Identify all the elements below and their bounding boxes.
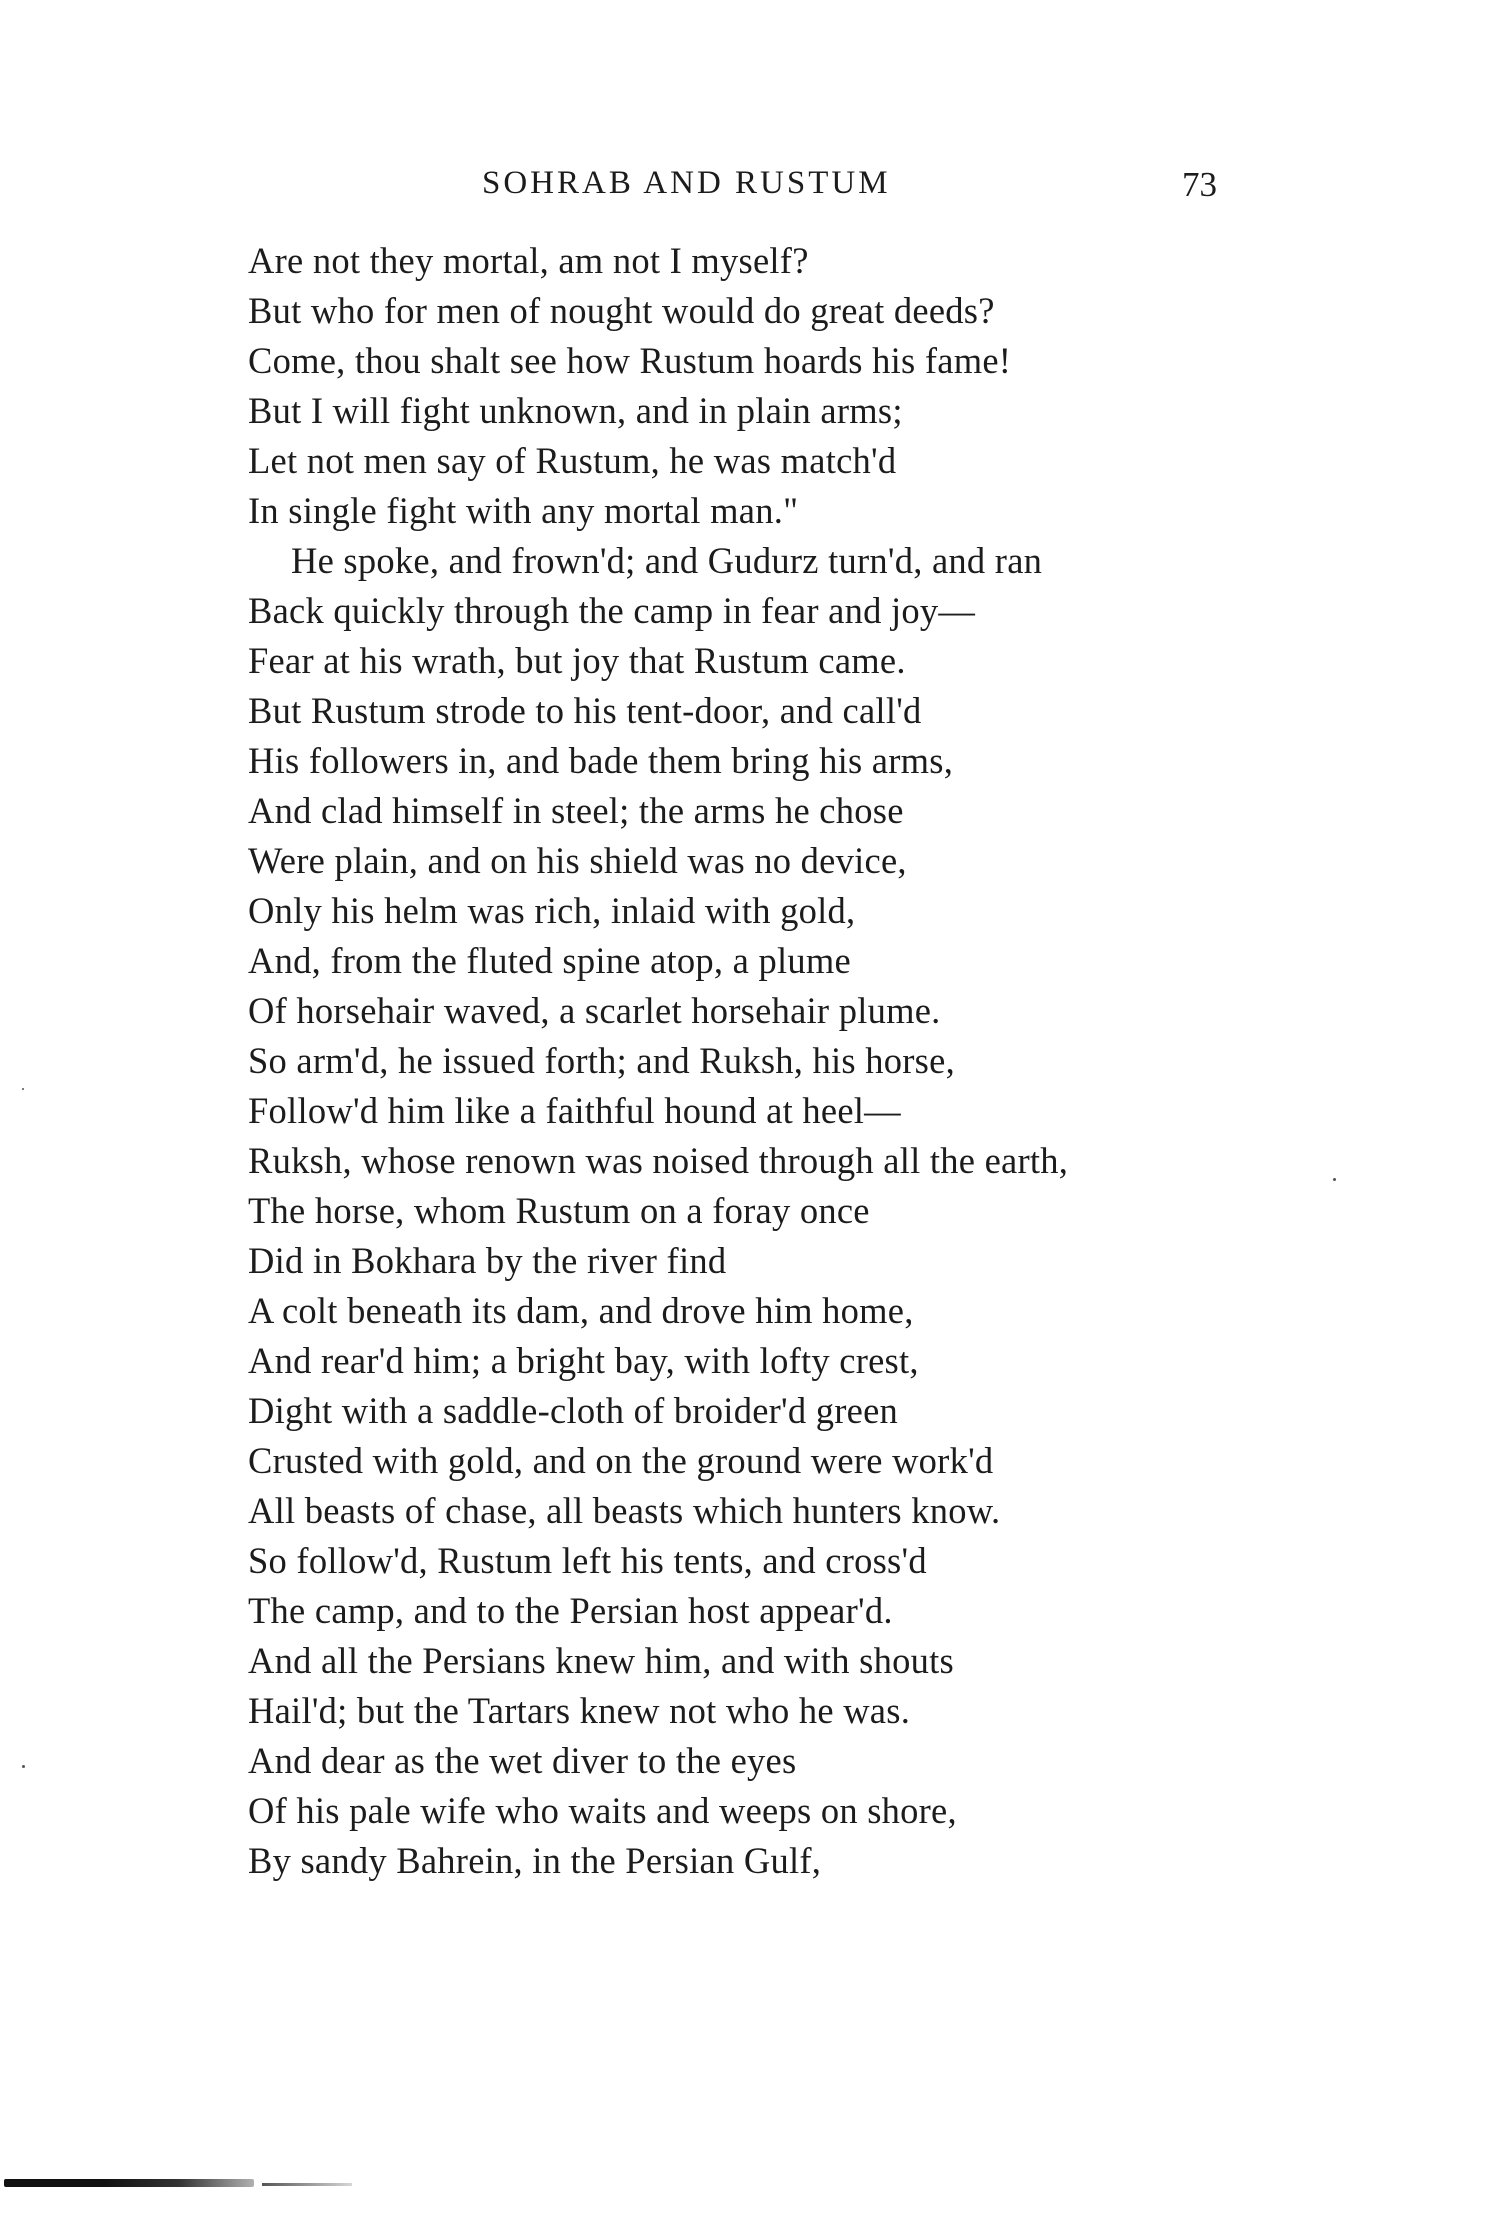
scan-edge-mark-tail xyxy=(262,2183,352,2186)
verse-line: Of his pale wife who waits and weeps on shore, xyxy=(248,1790,957,1831)
verse-line: And, from the fluted spine atop, a plume xyxy=(248,940,851,981)
verse-line: The camp, and to the Persian host appear'd. xyxy=(248,1590,893,1631)
scan-edge-mark xyxy=(4,2179,254,2187)
running-head xyxy=(0,158,1492,208)
running-title: SOHRAB AND RUSTUM xyxy=(482,165,891,201)
verse-line: So follow'd, Rustum left his tents, and cross'd xyxy=(248,1540,927,1581)
verse-line: And rear'd him; a bright bay, with lofty crest, xyxy=(248,1340,919,1381)
paper-speck xyxy=(1333,1178,1336,1181)
page-number: 73 xyxy=(1182,165,1217,204)
verse-line: And all the Persians knew him, and with shouts xyxy=(248,1640,954,1681)
verse-line: And dear as the wet diver to the eyes xyxy=(248,1740,797,1781)
verse-line: Dight with a saddle-cloth of broider'd green xyxy=(248,1390,899,1431)
verse-line: A colt beneath its dam, and drove him home, xyxy=(248,1290,914,1331)
paper-speck xyxy=(22,1088,24,1090)
verse-line: Fear at his wrath, but joy that Rustum came. xyxy=(248,640,906,681)
verse-line: And clad himself in steel; the arms he chose xyxy=(248,790,904,831)
verse-line: So arm'd, he issued forth; and Ruksh, his horse, xyxy=(248,1040,955,1081)
verse-line: But I will fight unknown, and in plain arms; xyxy=(248,390,903,431)
verse-line: Are not they mortal, am not I myself? xyxy=(248,240,809,281)
verse-line: Only his helm was rich, inlaid with gold, xyxy=(248,890,856,931)
paper-speck xyxy=(22,1765,25,1768)
verse-line: Hail'd; but the Tartars knew not who he was. xyxy=(248,1690,911,1731)
verse-line: But Rustum strode to his tent-door, and call'd xyxy=(248,690,922,731)
verse-line: Were plain, and on his shield was no device, xyxy=(248,840,907,881)
verse-line: Of horsehair waved, a scarlet horsehair plume. xyxy=(248,990,941,1031)
verse-line: Crusted with gold, and on the ground were work'd xyxy=(248,1440,994,1481)
verse-line: The horse, whom Rustum on a foray once xyxy=(248,1190,870,1231)
verse-line: But who for men of nought would do great deeds? xyxy=(248,290,995,331)
verse-line: His followers in, and bade them bring his arms, xyxy=(248,740,954,781)
verse-line: Let not men say of Rustum, he was match'd xyxy=(248,440,897,481)
verse-line: Did in Bokhara by the river find xyxy=(248,1240,727,1281)
verse-line: Ruksh, whose renown was noised through all the earth, xyxy=(248,1140,1069,1181)
verse-line: By sandy Bahrein, in the Persian Gulf, xyxy=(248,1840,822,1881)
verse-line: In single fight with any mortal man." xyxy=(248,490,799,531)
verse-line: He spoke, and frown'd; and Gudurz turn'd, and ran xyxy=(291,540,1043,581)
verse-line: All beasts of chase, all beasts which hunters know. xyxy=(248,1490,1001,1531)
poem-text xyxy=(248,236,1368,1886)
verse-line: Follow'd him like a faithful hound at heel— xyxy=(248,1090,901,1131)
verse-line: Come, thou shalt see how Rustum hoards his fame! xyxy=(248,340,1012,381)
verse-line: Back quickly through the camp in fear and joy— xyxy=(248,590,976,631)
